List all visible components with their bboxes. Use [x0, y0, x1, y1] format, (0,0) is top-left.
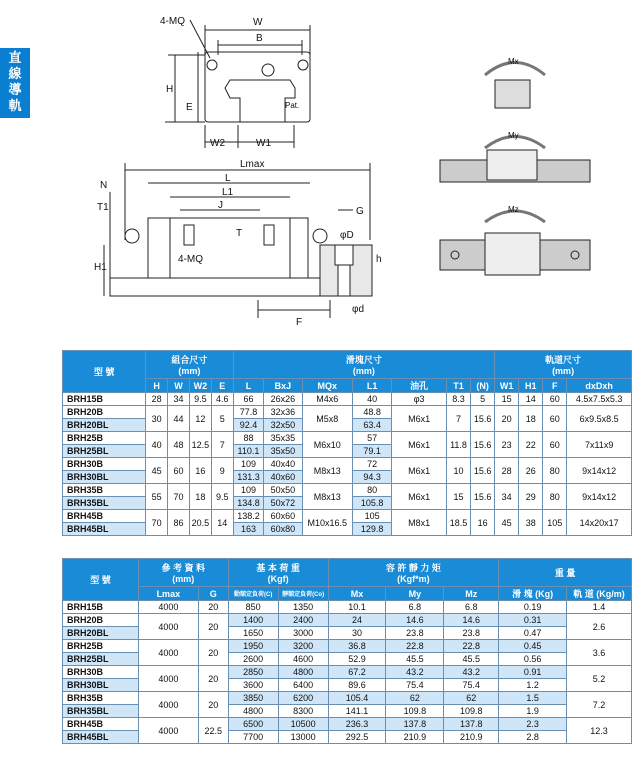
col-mx: Mx	[328, 587, 386, 601]
table-cell: 7.2	[567, 692, 632, 718]
table-cell: 15.6	[471, 406, 495, 432]
table-cell: 134.8	[233, 497, 264, 510]
moment-group-header: 容 許 靜 力 矩 (Kgf*m)	[328, 559, 499, 587]
table-cell: 4800	[228, 705, 278, 718]
table-cell: M5x8	[302, 406, 352, 432]
table-cell: 6200	[278, 692, 328, 705]
table-cell: M6x1	[392, 406, 447, 432]
table-cell: 4000	[138, 692, 198, 718]
table-cell: 15.6	[471, 458, 495, 484]
table-cell: 45	[146, 458, 168, 484]
table-cell: 3600	[228, 679, 278, 692]
col-ddh: dxDxh	[567, 379, 632, 393]
table-cell: 14.6	[386, 614, 444, 627]
model-name: BRH15B	[63, 601, 139, 614]
table-cell: 29	[519, 484, 543, 510]
table-cell: 10500	[278, 718, 328, 731]
col-f: F	[543, 379, 567, 393]
table-cell: 9x14x12	[567, 484, 632, 510]
table-row	[63, 614, 632, 627]
col-t1: T1	[447, 379, 471, 393]
table-cell: 5	[471, 393, 495, 406]
model-name: BRH30B	[63, 666, 139, 679]
model-name: BRH35B	[63, 484, 146, 497]
table-cell: 86	[168, 510, 190, 536]
table-cell: 80	[352, 484, 391, 497]
table-cell: 105	[543, 510, 567, 536]
table-cell: 1650	[228, 627, 278, 640]
table-cell: 9x14x12	[567, 458, 632, 484]
label-pat: Pat.	[285, 101, 300, 110]
table-cell: 3000	[278, 627, 328, 640]
table-cell: 4000	[138, 601, 198, 614]
table-cell: 62	[386, 692, 444, 705]
table-cell: 32x36	[264, 406, 302, 419]
table-cell: 43.2	[386, 666, 444, 679]
table-cell: 0.31	[499, 614, 567, 627]
label-l1: L1	[222, 187, 234, 198]
table-cell: 12	[189, 406, 211, 432]
model-name: BRH35B	[63, 692, 139, 705]
label-g: G	[356, 206, 364, 217]
label-l: L	[225, 173, 231, 184]
table-cell: 1.9	[499, 705, 567, 718]
model-header: 型 號	[63, 351, 146, 393]
table-cell: 45	[495, 510, 519, 536]
table-cell: 38	[519, 510, 543, 536]
assembly-group-header: 組合尺寸 (mm)	[146, 351, 234, 379]
table-cell: 12.3	[567, 718, 632, 744]
table-row	[63, 640, 632, 653]
table-cell: 163	[233, 523, 264, 536]
table-cell: 88	[233, 432, 264, 445]
table-cell: 2400	[278, 614, 328, 627]
weight-group-header: 重 量	[499, 559, 632, 587]
table-cell: 50x72	[264, 497, 302, 510]
table-cell: 40x40	[264, 458, 302, 471]
table-cell: M6x1	[392, 432, 447, 458]
table-cell: 20.5	[189, 510, 211, 536]
table-cell: 6.8	[386, 601, 444, 614]
table-cell: 15	[447, 484, 471, 510]
table-cell: 40	[146, 432, 168, 458]
label-mz: Mz	[508, 205, 519, 214]
table-cell: 23.8	[444, 627, 499, 640]
table-cell: 105	[352, 510, 391, 523]
table-cell: 40	[352, 393, 391, 406]
table-cell: 18	[189, 484, 211, 510]
table-cell: 9.5	[211, 484, 233, 510]
table-cell: 79.1	[352, 445, 391, 458]
label-phid: φD	[340, 230, 354, 241]
table-cell: 6.8	[444, 601, 499, 614]
table-cell: 137.8	[386, 718, 444, 731]
table-cell: 9.5	[189, 393, 211, 406]
load-table-body	[63, 601, 632, 744]
table-cell: 35x35	[264, 432, 302, 445]
table-cell: 20	[495, 406, 519, 432]
section-tab-char: 導	[8, 83, 22, 98]
table-cell: 23.8	[386, 627, 444, 640]
table-cell: 70	[146, 510, 168, 536]
table-row	[63, 458, 632, 471]
col-w2: W2	[189, 379, 211, 393]
table-cell: 60	[543, 406, 567, 432]
table-cell: 18	[519, 406, 543, 432]
table-cell: 77.8	[233, 406, 264, 419]
table-cell: 22.8	[444, 640, 499, 653]
table-cell: 7x11x9	[567, 432, 632, 458]
col-h1: H1	[519, 379, 543, 393]
table-cell: 4800	[278, 666, 328, 679]
table-row	[63, 601, 632, 614]
model-name: BRH25B	[63, 640, 139, 653]
table-cell: 292.5	[328, 731, 386, 744]
table-cell: 1950	[228, 640, 278, 653]
table-cell: M8x13	[302, 458, 352, 484]
label-f: F	[296, 317, 303, 328]
table-cell: 20	[198, 614, 228, 640]
label-b: B	[256, 33, 263, 44]
model-name: BRH45BL	[63, 523, 146, 536]
label-phi-d: φd	[352, 304, 365, 315]
block-group-header: 滑塊尺寸 (mm)	[233, 351, 494, 379]
table-cell: M8x1	[392, 510, 447, 536]
table-cell: 2600	[228, 653, 278, 666]
table-cell: 52.9	[328, 653, 386, 666]
section-tab-char: 線	[8, 67, 22, 82]
table-cell: 131.3	[233, 471, 264, 484]
model-name: BRH30BL	[63, 471, 146, 484]
table-cell: 22.8	[386, 640, 444, 653]
table-cell: 10	[447, 458, 471, 484]
table-cell: 0.19	[499, 601, 567, 614]
side-view-drawing	[104, 163, 372, 318]
section-tab-char: 直	[8, 51, 22, 66]
table-row	[63, 510, 632, 523]
table-row	[63, 484, 632, 497]
model-name: BRH45BL	[63, 731, 139, 744]
model-name: BRH20BL	[63, 419, 146, 432]
col-rail-weight: 軌 道 (Kg/m)	[567, 587, 632, 601]
table-cell: M8x13	[302, 484, 352, 510]
col-n: (N)	[471, 379, 495, 393]
table-cell: 60	[168, 458, 190, 484]
table-cell: 70	[168, 484, 190, 510]
table-cell: 20	[198, 601, 228, 614]
model-name: BRH15B	[63, 393, 146, 406]
col-w: W	[168, 379, 190, 393]
table-cell: 80	[543, 484, 567, 510]
table-cell: 14x20x17	[567, 510, 632, 536]
label-lmax: Lmax	[240, 159, 265, 170]
table-cell: 2.3	[499, 718, 567, 731]
table-cell: 75.4	[386, 679, 444, 692]
model-header-2: 型 號	[63, 559, 139, 601]
model-name: BRH45B	[63, 718, 139, 731]
label-h1: H1	[94, 262, 107, 273]
table-row	[63, 393, 632, 406]
table-cell: 109.8	[386, 705, 444, 718]
label-w1: W1	[256, 138, 271, 149]
table-cell: M6x1	[392, 458, 447, 484]
table-cell: 4000	[138, 718, 198, 744]
col-e: E	[211, 379, 233, 393]
table-cell: 36.8	[328, 640, 386, 653]
table-cell: 20	[198, 666, 228, 692]
table-cell: 66	[233, 393, 264, 406]
table-cell: 7	[447, 406, 471, 432]
col-oil: 油孔	[392, 379, 447, 393]
table-cell: 2.8	[499, 731, 567, 744]
label-mx: Mx	[508, 57, 519, 66]
table-cell: 1350	[278, 601, 328, 614]
table-cell: 0.47	[499, 627, 567, 640]
table-row	[63, 692, 632, 705]
table-cell: 210.9	[444, 731, 499, 744]
table-cell: 48	[168, 432, 190, 458]
table-cell: 10.1	[328, 601, 386, 614]
label-w: W	[253, 17, 263, 28]
table-cell: 1.4	[567, 601, 632, 614]
table-cell: 30	[328, 627, 386, 640]
table-cell: 1.5	[499, 692, 567, 705]
table-cell: 16	[471, 510, 495, 536]
table-cell: 60x80	[264, 523, 302, 536]
table-cell: 15	[495, 393, 519, 406]
table-cell: 109	[233, 484, 264, 497]
col-mq: MQx	[302, 379, 352, 393]
table-cell: 43.2	[444, 666, 499, 679]
table-cell: 92.4	[233, 419, 264, 432]
table-cell: 109.8	[444, 705, 499, 718]
table-cell: 0.91	[499, 666, 567, 679]
table-cell: 6500	[228, 718, 278, 731]
table-cell: 28	[146, 393, 168, 406]
table-cell: 6400	[278, 679, 328, 692]
table-cell: 1400	[228, 614, 278, 627]
table-cell: 16	[189, 458, 211, 484]
label-my: My	[508, 131, 519, 140]
label-e: E	[186, 102, 193, 113]
table-cell: 80	[543, 458, 567, 484]
table-cell: 12.5	[189, 432, 211, 458]
col-my: My	[386, 587, 444, 601]
table-cell: 75.4	[444, 679, 499, 692]
col-h: H	[146, 379, 168, 393]
model-name: BRH25BL	[63, 445, 146, 458]
col-g: G	[198, 587, 228, 601]
model-name: BRH20B	[63, 614, 139, 627]
table-cell: 137.8	[444, 718, 499, 731]
col-lmax: Lmax	[138, 587, 198, 601]
table-cell: 4.5x7.5x5.3	[567, 393, 632, 406]
model-name: BRH35BL	[63, 705, 139, 718]
table-cell: 210.9	[386, 731, 444, 744]
table-cell: 34	[168, 393, 190, 406]
table-cell: 60	[543, 432, 567, 458]
table-cell: 4000	[138, 614, 198, 640]
table-cell: 8300	[278, 705, 328, 718]
table-cell: 89.6	[328, 679, 386, 692]
table-cell: 63.4	[352, 419, 391, 432]
table-cell: 50x50	[264, 484, 302, 497]
table-cell: 14	[211, 510, 233, 536]
col-mz: Mz	[444, 587, 499, 601]
table-cell: 28	[495, 458, 519, 484]
table-cell: 20	[198, 640, 228, 666]
table-cell: 3.6	[567, 640, 632, 666]
table-cell: 110.1	[233, 445, 264, 458]
table-cell: 26x26	[264, 393, 302, 406]
table-cell: 23	[495, 432, 519, 458]
col-block-weight: 滑 塊 (Kg)	[499, 587, 567, 601]
table-cell: M6x10	[302, 432, 352, 458]
ref-group-header: 參 考 資 料 (mm)	[138, 559, 228, 587]
table-cell: 4.6	[211, 393, 233, 406]
technical-drawings	[0, 0, 637, 345]
table-cell: 105.4	[328, 692, 386, 705]
table-cell: 13000	[278, 731, 328, 744]
table-cell: 14.6	[444, 614, 499, 627]
table-cell: 22	[519, 432, 543, 458]
table-cell: 2.6	[567, 614, 632, 640]
table-cell: 60	[543, 393, 567, 406]
table-cell: 0.56	[499, 653, 567, 666]
table-cell: M6x1	[392, 484, 447, 510]
moment-diagrams	[440, 63, 590, 276]
table-cell: 109	[233, 458, 264, 471]
table-cell: 57	[352, 432, 391, 445]
table-cell: 9	[211, 458, 233, 484]
table-cell: 141.1	[328, 705, 386, 718]
label-h: H	[166, 84, 174, 95]
table-cell: 3850	[228, 692, 278, 705]
table-cell: 129.8	[352, 523, 391, 536]
table-cell: 44	[168, 406, 190, 432]
table-cell: 55	[146, 484, 168, 510]
label-t: T	[236, 228, 243, 239]
table-cell: 14	[519, 393, 543, 406]
table-cell: 7700	[228, 731, 278, 744]
table-cell: 45.5	[444, 653, 499, 666]
table-cell: 138.2	[233, 510, 264, 523]
front-view-drawing	[165, 20, 310, 148]
table-row	[63, 406, 632, 419]
table-cell: 4000	[138, 666, 198, 692]
table-cell: 105.8	[352, 497, 391, 510]
table-cell: 30	[146, 406, 168, 432]
table-cell: 5.2	[567, 666, 632, 692]
col-dynamic-load: 動額定負荷(C)	[228, 587, 278, 601]
label-4mq: 4-MQ	[160, 16, 185, 27]
table-cell: 32x50	[264, 419, 302, 432]
col-l1: L1	[352, 379, 391, 393]
label-n: N	[100, 180, 108, 191]
dimension-table	[62, 350, 632, 536]
section-tab-char: 軌	[8, 99, 22, 114]
table-cell: 94.3	[352, 471, 391, 484]
table-cell: 1.2	[499, 679, 567, 692]
dimension-table-body	[63, 393, 632, 536]
model-name: BRH20B	[63, 406, 146, 419]
table-cell: M10x16.5	[302, 510, 352, 536]
table-cell: 18.5	[447, 510, 471, 536]
model-name: BRH30B	[63, 458, 146, 471]
table-cell: 236.3	[328, 718, 386, 731]
table-cell: 34	[495, 484, 519, 510]
table-cell: 67.2	[328, 666, 386, 679]
table-cell: 7	[211, 432, 233, 458]
table-cell: 40x60	[264, 471, 302, 484]
model-name: BRH45B	[63, 510, 146, 523]
label-h-small: h	[376, 254, 382, 265]
rail-group-header: 軌道尺寸 (mm)	[495, 351, 632, 379]
table-cell: 15.6	[471, 484, 495, 510]
table-cell: 0.45	[499, 640, 567, 653]
table-row	[63, 432, 632, 445]
table-cell: 45.5	[386, 653, 444, 666]
table-cell: 8.3	[447, 393, 471, 406]
col-bxj: BxJ	[264, 379, 302, 393]
table-cell: 72	[352, 458, 391, 471]
table-cell: 35x50	[264, 445, 302, 458]
table-cell: 20	[198, 692, 228, 718]
table-cell: φ3	[392, 393, 447, 406]
table-cell: 62	[444, 692, 499, 705]
label-4mq-side: 4-MQ	[178, 254, 203, 265]
model-name: BRH25BL	[63, 653, 139, 666]
table-cell: 6x9.5x8.5	[567, 406, 632, 432]
table-cell: 15.6	[471, 432, 495, 458]
col-l: L	[233, 379, 264, 393]
table-cell: 4000	[138, 640, 198, 666]
model-name: BRH30BL	[63, 679, 139, 692]
model-name: BRH20BL	[63, 627, 139, 640]
table-cell: 22.5	[198, 718, 228, 744]
table-cell: 5	[211, 406, 233, 432]
table-cell: 60x60	[264, 510, 302, 523]
table-cell: 4600	[278, 653, 328, 666]
table-row	[63, 666, 632, 679]
table-cell: 48.8	[352, 406, 391, 419]
table-cell: 26	[519, 458, 543, 484]
col-w1: W1	[495, 379, 519, 393]
label-j: J	[218, 200, 223, 211]
table-row	[63, 718, 632, 731]
load-group-header: 基 本 荷 重 (Kgf)	[228, 559, 328, 587]
label-w2: W2	[210, 138, 225, 149]
col-static-load: 靜額定負荷(Co)	[278, 587, 328, 601]
model-name: BRH35BL	[63, 497, 146, 510]
table-cell: 2850	[228, 666, 278, 679]
table-cell: 24	[328, 614, 386, 627]
load-table	[62, 558, 632, 744]
table-cell: M4x6	[302, 393, 352, 406]
label-t1: T1	[97, 202, 109, 213]
table-cell: 850	[228, 601, 278, 614]
model-name: BRH25B	[63, 432, 146, 445]
table-cell: 11.8	[447, 432, 471, 458]
table-cell: 3200	[278, 640, 328, 653]
